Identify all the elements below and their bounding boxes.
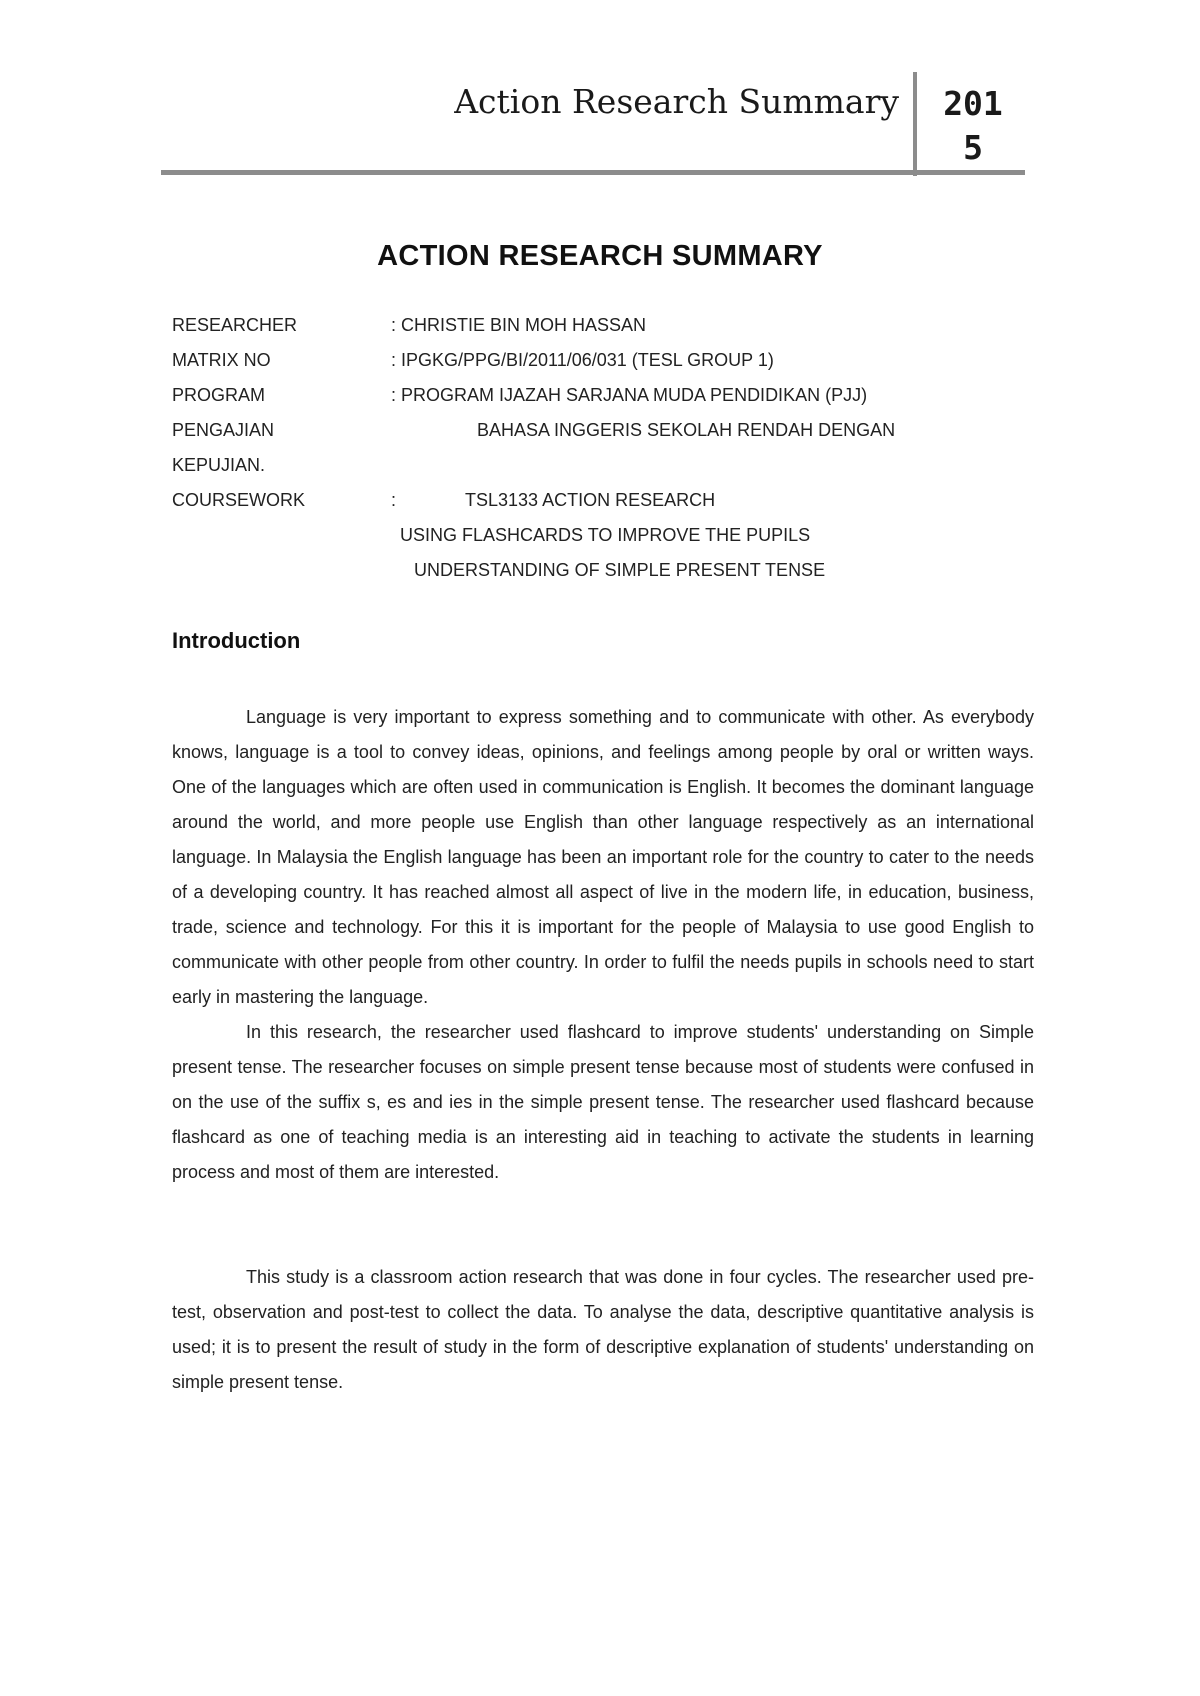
header-divider-vertical <box>913 72 917 176</box>
header-year <box>933 82 1013 170</box>
header-year-line2: 5 <box>963 128 983 167</box>
researcher-label: RESEARCHER <box>172 315 298 335</box>
pengajian-label: PENGAJIAN <box>172 420 275 440</box>
topic-line-2: UNDERSTANDING OF SIMPLE PRESENT TENSE <box>414 560 826 580</box>
page-header <box>161 66 1025 176</box>
kepujian-text: KEPUJIAN. <box>172 455 266 475</box>
header-divider-horizontal <box>161 170 1025 175</box>
researcher-value: : CHRISTIE BIN MOH HASSAN <box>391 315 647 335</box>
introduction-heading: Introduction <box>172 628 301 653</box>
topic-line-1: USING FLASHCARDS TO IMPROVE THE PUPILS <box>400 525 811 545</box>
program-label: PROGRAM <box>172 385 266 405</box>
introduction-paragraph-1: Language is very important to express something and to communicate with other. As everybody knows, language is a tool to convey ideas, opinions, and feelings among people by oral or written ways. One of the languages which are often used in communication is English. It becomes the dominant language around the world, and more people use English than other language respectively as an international language. In Malaysia the English language has been an important role for the country to cater to the needs of a developing country. It has reached almost all aspect of live in the modern life, in education, business, trade, science and technology. For this it is important for the people of Malaysia to use good English to communicate with other people from other country. In order to fulfil the needs pupils in schools need to start early in mastering the language. <box>172 707 1034 1007</box>
header-year-line1: 201 <box>943 84 1003 123</box>
pengajian-value: BAHASA INGGERIS SEKOLAH RENDAH DENGAN <box>477 420 896 440</box>
introduction-body-2 <box>172 1260 1034 1400</box>
coursework-label: COURSEWORK <box>172 490 306 510</box>
header-title: Action Research Summary <box>454 82 899 121</box>
coursework-colon: : <box>391 490 397 510</box>
introduction-paragraph-2: In this research, the researcher used flashcard to improve students' understanding on Simple present tense. The researcher focuses on simple present tense because most of students were confused in on the use of the suffix s, es and ies in the simple present tense. The researcher used flashcard because flashcard as one of teaching media is an interesting aid in teaching to activate the students in learning process and most of them are interested. <box>172 1022 1034 1182</box>
matrix-value: : IPGKG/PPG/BI/2011/06/031 (TESL GROUP 1) <box>391 350 774 370</box>
program-value: : PROGRAM IJAZAH SARJANA MUDA PENDIDIKAN (PJJ) <box>391 385 868 405</box>
document-title: ACTION RESEARCH SUMMARY <box>377 240 823 272</box>
coursework-value: TSL3133 ACTION RESEARCH <box>465 490 716 510</box>
introduction-paragraph-3: This study is a classroom action research that was done in four cycles. The researcher used pre-test, observation and post-test to collect the data. To analyse the data, descriptive quantitative analysis is used; it is to present the result of study in the form of descriptive explanation of students' understanding on simple present tense. <box>172 1267 1034 1392</box>
matrix-label: MATRIX NO <box>172 350 271 370</box>
introduction-body-1 <box>172 700 1034 1190</box>
